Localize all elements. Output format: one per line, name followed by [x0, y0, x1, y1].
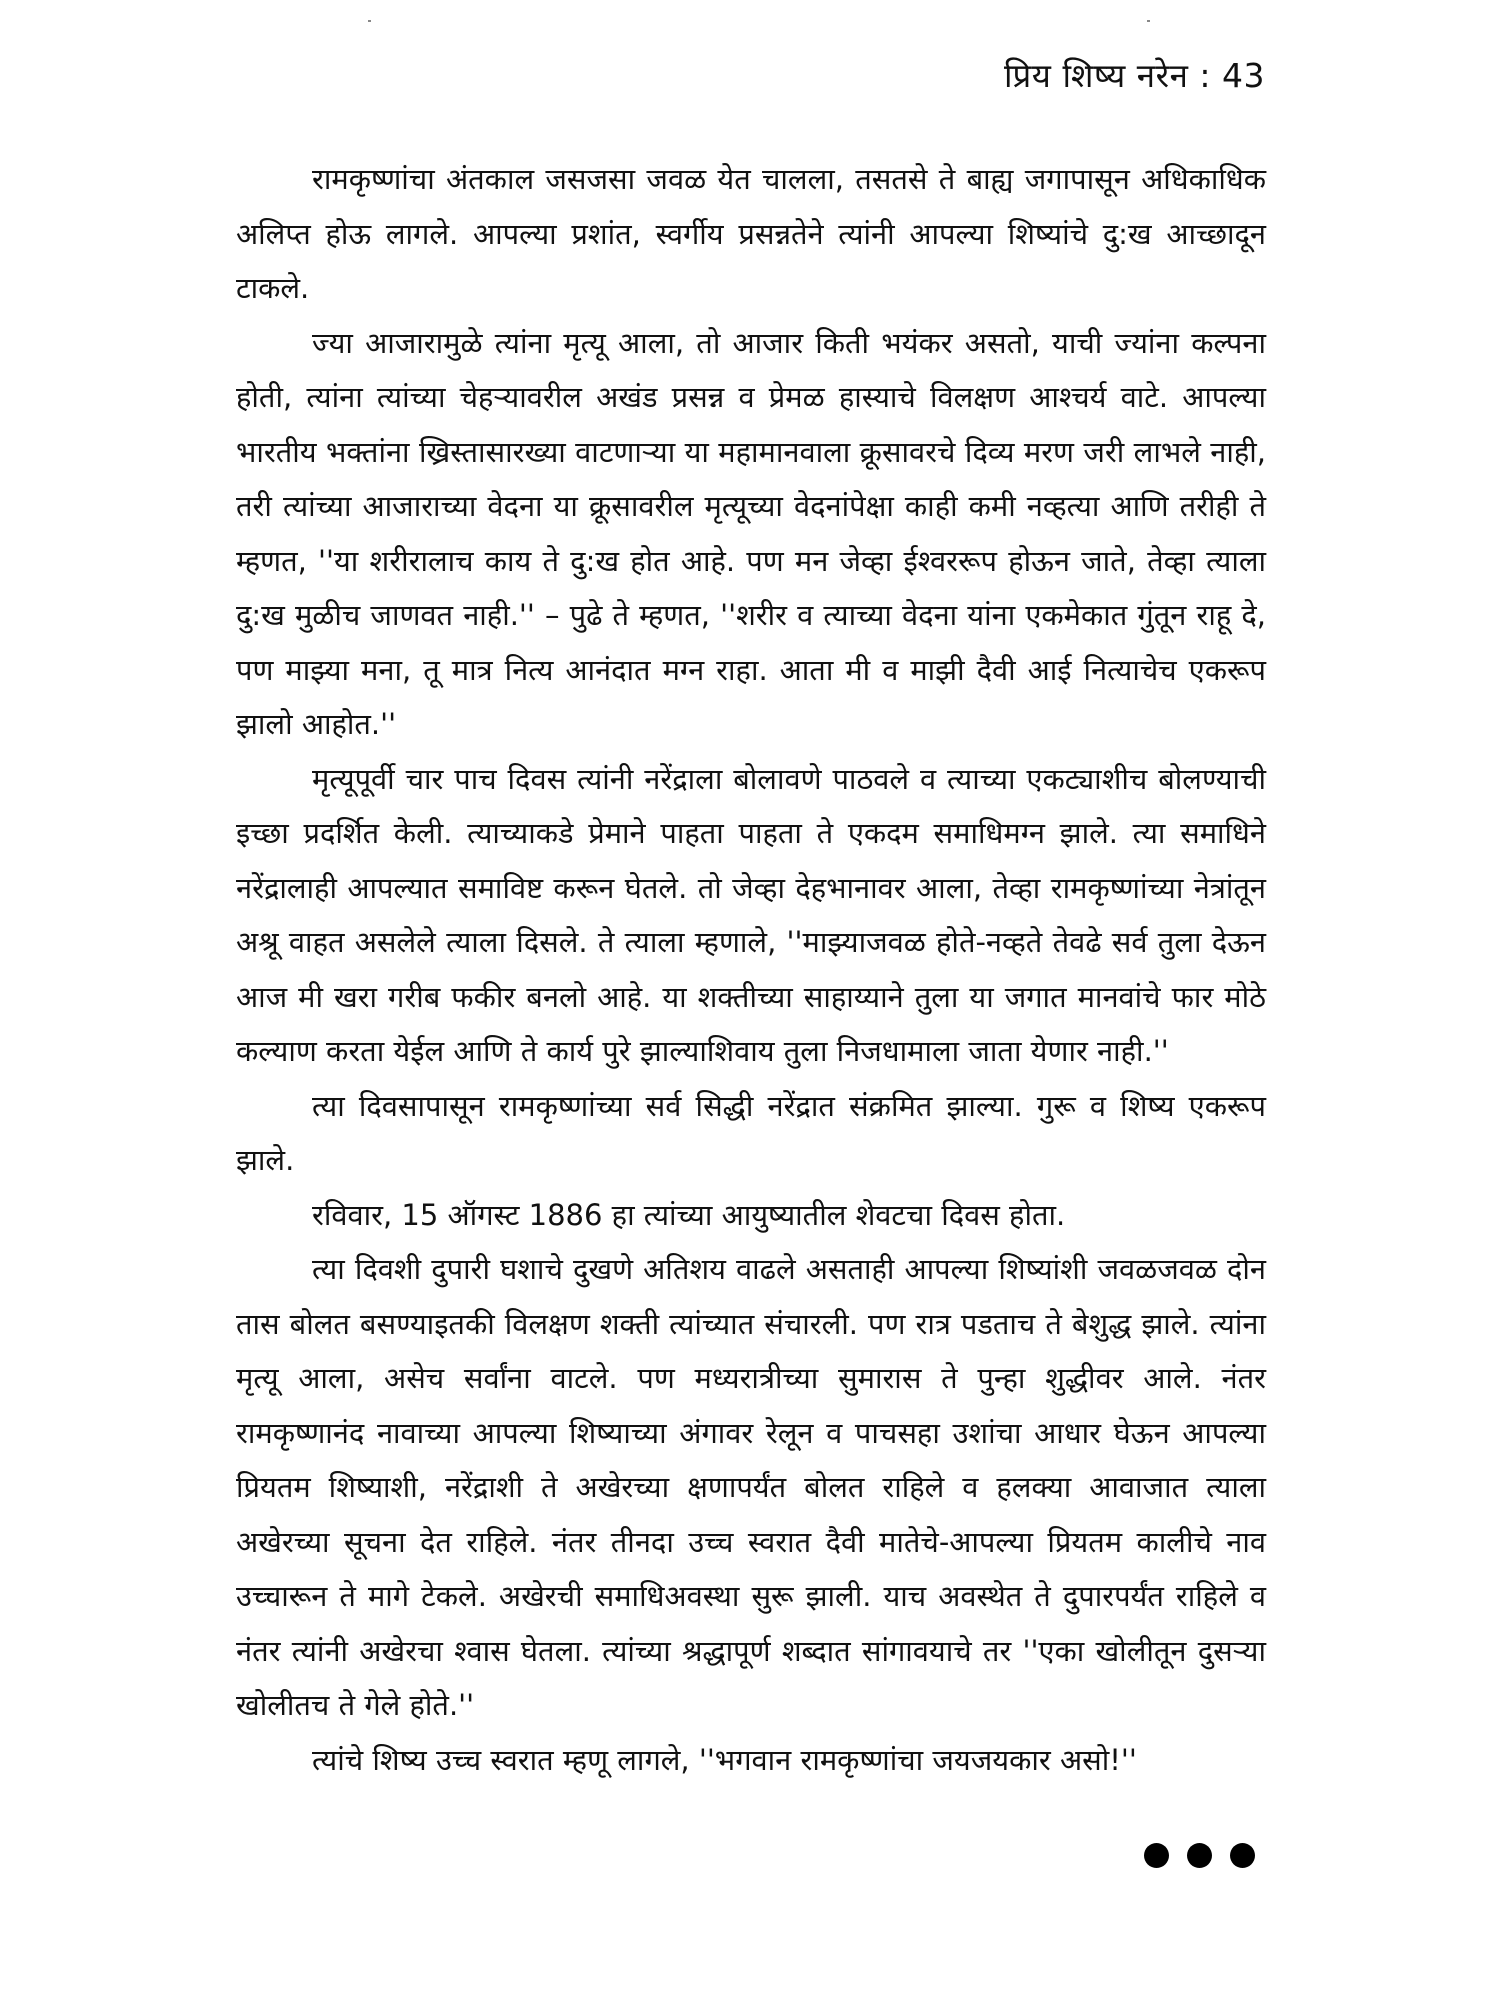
paragraph: मृत्यूपूर्वी चार पाच दिवस त्यांनी नरेंद्राला बोलावणे पाठवले व त्याच्या एकट्याशीच बोलण्याची इच्छा प्रदर्शित केली. त्याच्याकडे प्रेमाने पाहता पाहता ते एकदम समाधिमग्न झाले. त्या समाधिने नरेंद्रालाही आपल्यात समाविष्ट करून घेतले. तो जेव्हा देहभानावर आला, तेव्हा रामकृष्णांच्या नेत्रांतून अश्रू वाहत असलेले त्याला दिसले. ते त्याला म्हणाले, ''माझ्याजवळ होते-नव्हते तेवढे सर्व तुला देऊन आज मी खरा गरीब फकीर बनलो आहे. या शक्तीच्या साहाय्याने तुला या जगात मानवांचे फार मोठे कल्याण करता येईल आणि ते कार्य पुरे झाल्याशिवाय तुला निजधामाला जाता येणार नाही.''	[236, 761, 1266, 1068]
scan-speck	[1147, 20, 1150, 22]
paragraph: त्यांचे शिष्य उच्च स्वरात म्हणू लागले, ''भगवान रामकृष्णांचा जयजयकार असो!''	[312, 1742, 1137, 1777]
ornament-dot	[1230, 1843, 1255, 1868]
paragraph: रविवार, 15 ऑगस्ट 1886 हा त्यांच्या आयुष्यातील शेवटचा दिवस होता.	[312, 1197, 1066, 1232]
ornament-dot	[1187, 1843, 1212, 1868]
running-header: प्रिय शिष्य नरेन : 43	[1003, 56, 1265, 95]
paragraph: ज्या आजारामुळे त्यांना मृत्यू आला, तो आजार किती भयंकर असतो, याची ज्यांना कल्पना होती, त्यांना त्यांच्या चेहऱ्यावरील अखंड प्रसन्न व प्रेमळ हास्याचे विलक्षण आश्चर्य वाटे. आपल्या भारतीय भक्तांना ख्रिस्तासारख्या वाटणाऱ्या या महामानवाला क्रूसावरचे दिव्य मरण जरी लाभले नाही, तरी त्यांच्या आजाराच्या वेदना या क्रूसावरील मृत्यूच्या वेदनांपेक्षा काही कमी नव्हत्या आणि तरीही ते म्हणत, ''या शरीरालाच काय ते दु:ख होत आहे. पण मन जेव्हा ईश्वररूप होऊन जाते, तेव्हा त्याला दु:ख मुळीच जाणवत नाही.'' – पुढे ते म्हणत, ''शरीर व त्याच्या वेदना यांना एकमेकात गुंतून राहू दे, पण माझ्या मना, तू मात्र नित्य आनंदात मग्न राहा. आता मी व माझी दैवी आई नित्याचेच एकरूप झालो आहोत.''	[236, 325, 1266, 741]
paragraph: त्या दिवसापासून रामकृष्णांच्या सर्व सिद्धी नरेंद्रात संक्रमित झाल्या. गुरू व शिष्य एकरूप झाले.	[236, 1088, 1266, 1177]
scan-speck	[368, 20, 371, 22]
paragraph: रामकृष्णांचा अंतकाल जसजसा जवळ येत चालला, तसतसे ते बाह्य जगापासून अधिकाधिक अलिप्त होऊ लागले. आपल्या प्रशांत, स्वर्गीय प्रसन्नतेने त्यांनी आपल्या शिष्यांचे दु:ख आच्छादून टाकले.	[236, 162, 1266, 305]
paragraph: त्या दिवशी दुपारी घशाचे दुखणे अतिशय वाढले असताही आपल्या शिष्यांशी जवळजवळ दोन तास बोलत बसण्याइतकी विलक्षण शक्ती त्यांच्यात संचारली. पण रात्र पडताच ते बेशुद्ध झाले. त्यांना मृत्यू आला, असेच सर्वांना वाटले. पण मध्यरात्रीच्या सुमारास ते पुन्हा शुद्धीवर आले. नंतर रामकृष्णानंद नावाच्या आपल्या शिष्याच्या अंगावर रेलून व पाचसहा उशांचा आधार घेऊन आपल्या प्रियतम शिष्याशी, नरेंद्राशी ते अखेरच्या क्षणापर्यंत बोलत राहिले व हलक्या आवाजात त्याला अखेरच्या सूचना देत राहिले. नंतर तीनदा उच्च स्वरात दैवी मातेचे-आपल्या प्रियतम कालीचे नाव उच्चारून ते मागे टेकले. अखेरची समाधिअवस्था सुरू झाली. याच अवस्थेत ते दुपारपर्यंत राहिले व नंतर त्यांनी अखेरचा श्वास घेतला. त्यांच्या श्रद्धापूर्ण शब्दात सांगावयाचे तर ''एका खोलीतून दुसऱ्या खोलीतच ते गेले होते.''	[236, 1252, 1266, 1722]
ornament-dot	[1144, 1843, 1169, 1868]
chapter-end-ornament	[1144, 1843, 1255, 1868]
body-text	[236, 152, 1266, 1787]
